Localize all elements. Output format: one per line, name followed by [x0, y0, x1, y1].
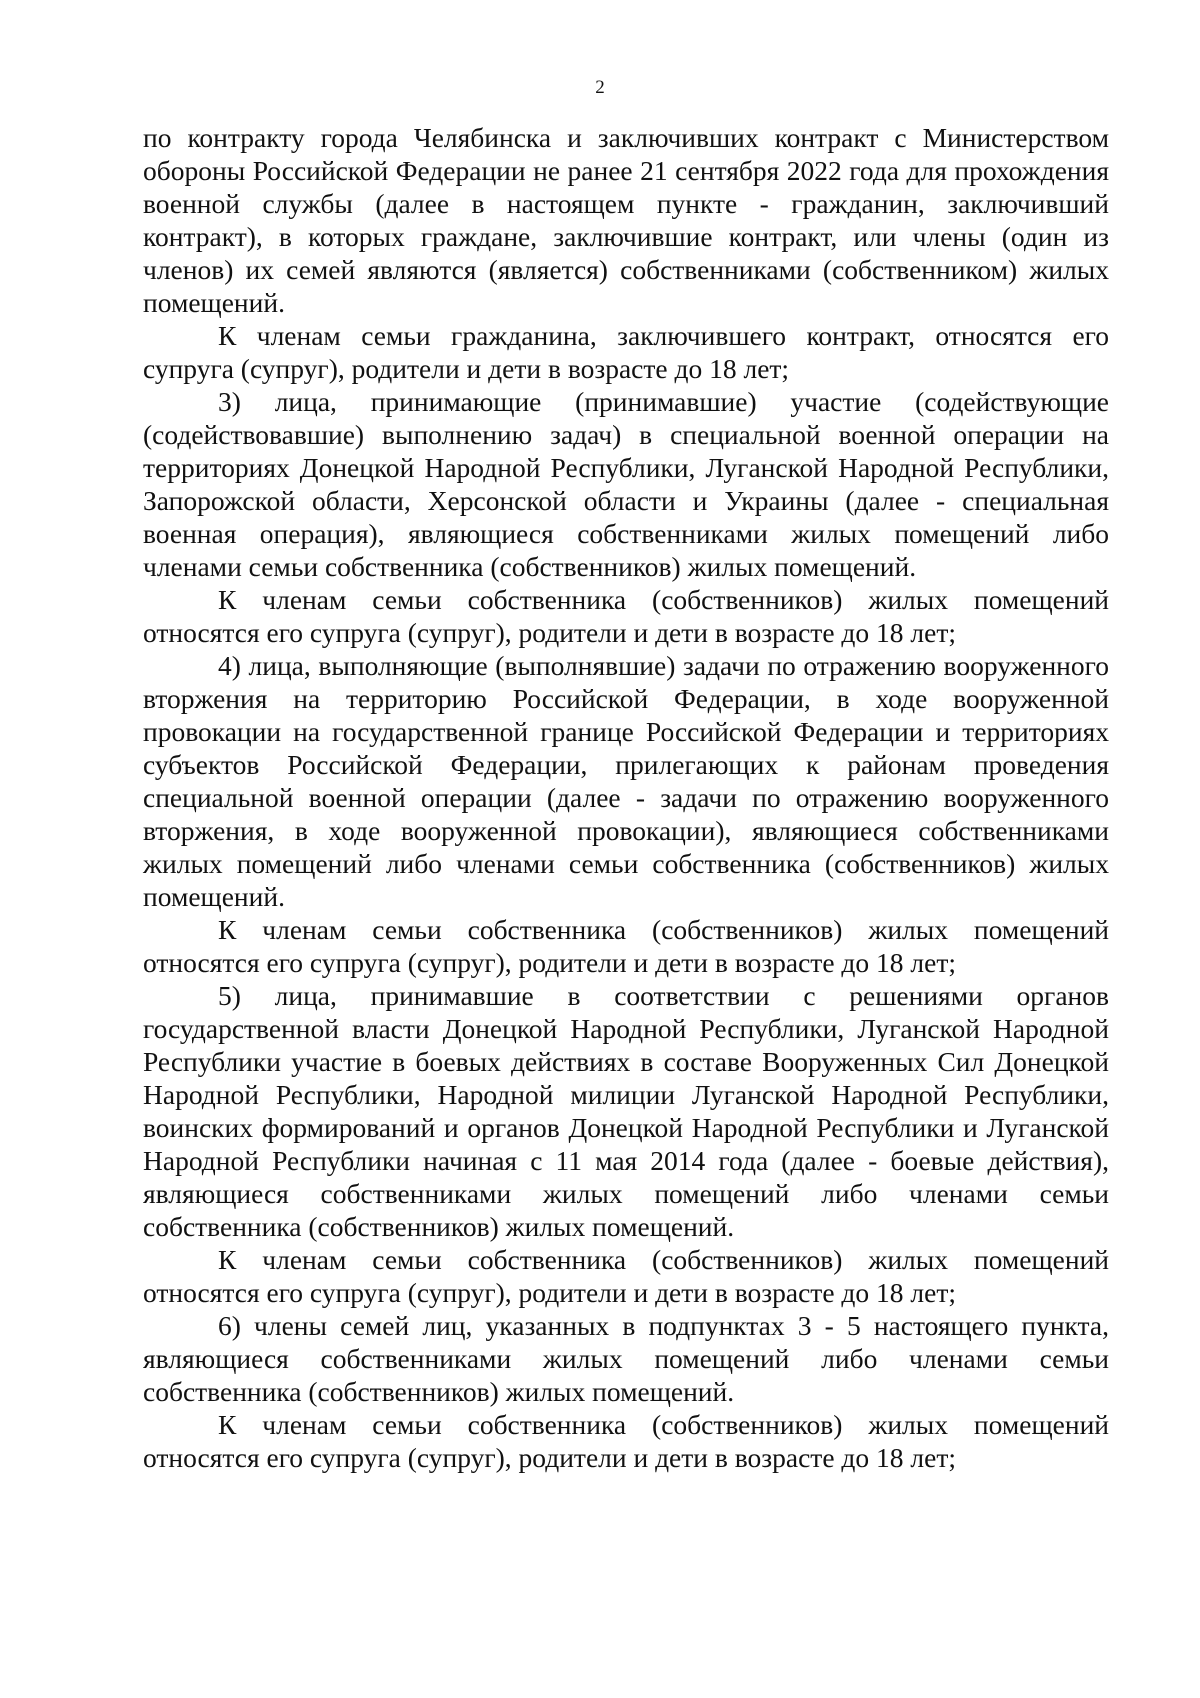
paragraph-family-definition: К членам семьи собственника (собственников) жилых помещений относятся его супруга (супруг), родители и дети в возрасте до 18 лет; — [143, 584, 1109, 648]
paragraph-family-definition: К членам семьи собственника (собственников) жилых помещений относятся его супруга (супруг), родители и дети в возрасте до 18 лет; — [143, 1244, 1109, 1308]
document-body — [143, 121, 1109, 1474]
paragraph-item-5: 5) лица, принимавшие в соответствии с решениями органов государственной власти Донецкой Народной Республики, Луганской Народной Республики участие в боевых действиях в составе Вооруженных Сил Донецкой Народной Республики, Народной милиции Луганской Народной Республики, воинских формирований и органов Донецкой Народной Республики и Луганской Народной Республики начиная с 11 мая 2014 года (далее - боевые действия), являющиеся собственниками жилых помещений либо членами семьи собственника (собственников) жилых помещений. — [143, 980, 1109, 1242]
paragraph-family-definition: К членам семьи гражданина, заключившего контракт, относятся его супруга (супруг), родители и дети в возрасте до 18 лет; — [143, 320, 1109, 384]
paragraph-family-definition: К членам семьи собственника (собственников) жилых помещений относятся его супруга (супруг), родители и дети в возрасте до 18 лет; — [143, 1409, 1109, 1473]
paragraph-family-definition: К членам семьи собственника (собственников) жилых помещений относятся его супруга (супруг), родители и дети в возрасте до 18 лет; — [143, 914, 1109, 978]
paragraph-continuation: по контракту города Челябинска и заключивших контракт с Министерством обороны Российской Федерации не ранее 21 сентября 2022 года для прохождения военной службы (далее в настоящем пункте - гражданин, заключивший контракт), в которых граждане, заключившие контракт, или члены (один из членов) их семей являются (является) собственниками (собственником) жилых помещений. — [143, 122, 1109, 318]
paragraph-item-4: 4) лица, выполняющие (выполнявшие) задачи по отражению вооруженного вторжения на территорию Российской Федерации, в ходе вооруженной провокации на государственной границе Российской Федерации и территориях субъектов Российской Федерации, прилегающих к районам проведения специальной военной операции (далее - задачи по отражению вооруженного вторжения, в ходе вооруженной провокации), являющиеся собственниками жилых помещений либо членами семьи собственника (собственников) жилых помещений. — [143, 650, 1109, 912]
paragraph-item-3: 3) лица, принимающие (принимавшие) участие (содействующие (содействовавшие) выполнению задач) в специальной военной операции на территориях Донецкой Народной Республики, Луганской Народной Республики, Запорожской области, Херсонской области и Украины (далее - специальная военная операция), являющиеся собственниками жилых помещений либо членами семьи собственника (собственников) жилых помещений. — [143, 386, 1109, 582]
paragraph-item-6: 6) члены семей лиц, указанных в подпунктах 3 - 5 настоящего пункта, являющиеся собственниками жилых помещений либо членами семьи собственника (собственников) жилых помещений. — [143, 1310, 1109, 1407]
page-number: 2 — [595, 77, 605, 98]
